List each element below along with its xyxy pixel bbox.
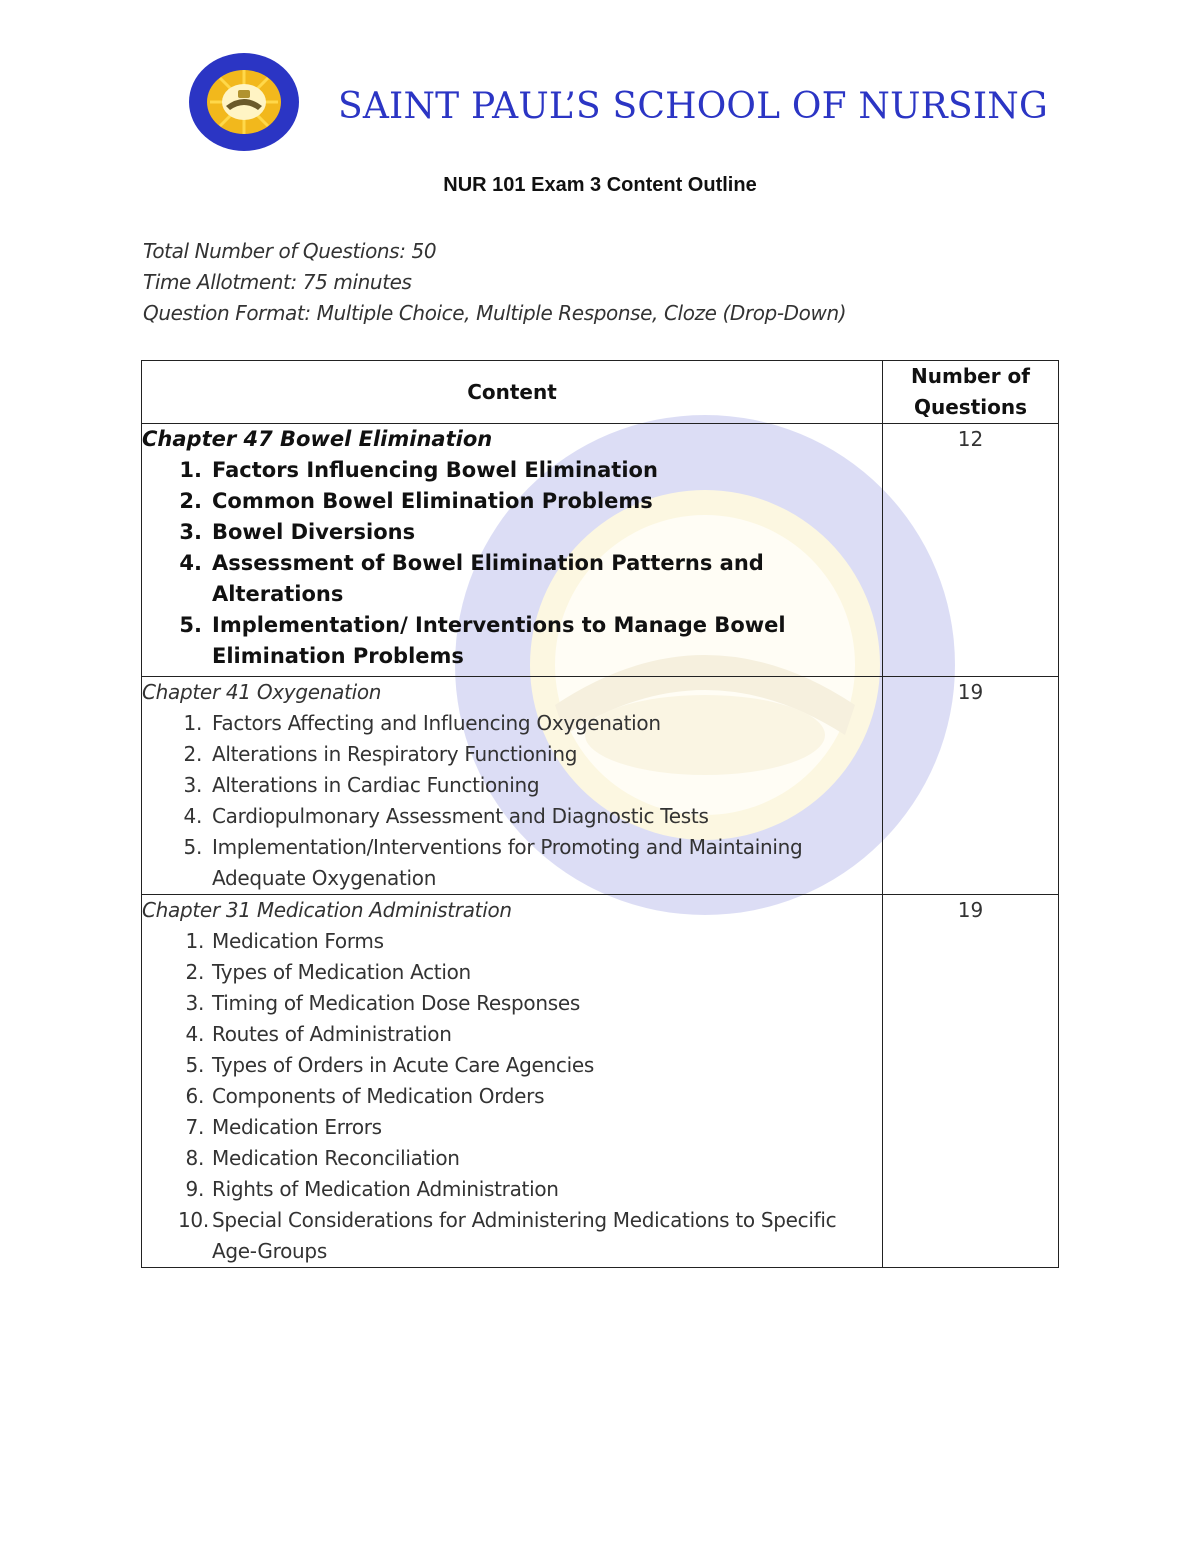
content-cell [142,895,883,1268]
table-row [142,424,1059,677]
list-item: 2. Common Bowel Elimination Problems [179,489,653,513]
time-allotment: Time Allotment: 75 minutes [143,270,412,294]
list-item: 8. Medication Reconciliation [185,1146,460,1170]
topic-list [142,455,882,672]
list-item: 5. Implementation/ Interventions to Manage Bowel Elimination Problems [179,613,786,668]
total-questions: Total Number of Questions: 50 [143,239,437,263]
content-outline-table [141,360,1059,1268]
document-title: NUR 101 Exam 3 Content Outline [443,174,757,196]
list-item: 1. Factors Influencing Bowel Elimination [179,458,658,482]
list-item: 10. Special Considerations for Administering Medications to Specific Age-Groups [178,1208,837,1263]
list-item: 2. Alterations in Respiratory Functioning [183,742,578,766]
school-logo [188,52,300,152]
chapter-title: Chapter 47 Bowel Elimination [142,427,493,451]
question-format: Question Format: Multiple Choice, Multiple Response, Cloze (Drop-Down) [143,301,847,325]
table-row [142,677,1059,895]
list-item: 3. Timing of Medication Dose Responses [185,991,580,1015]
list-item: 3. Alterations in Cardiac Functioning [183,773,540,797]
list-item: 2. Types of Medication Action [185,960,471,984]
school-name: SAINT PAUL’S SCHOOL OF NURSING [338,86,1048,127]
question-count: 12 [883,424,1059,677]
list-item: 3. Bowel Diversions [179,520,416,544]
exam-meta [143,236,846,329]
list-item: 5. Implementation/Interventions for Promoting and Maintaining Adequate Oxygenation [183,835,803,890]
header-content: Content [142,361,883,424]
list-item: 1. Factors Affecting and Influencing Oxygenation [183,711,661,735]
list-item: 6. Components of Medication Orders [185,1084,545,1108]
list-item: 5. Types of Orders in Acute Care Agencies [185,1053,594,1077]
chapter-title: Chapter 31 Medication Administration [142,898,512,922]
list-item: 4. Routes of Administration [185,1022,452,1046]
chapter-title: Chapter 41 Oxygenation [142,680,382,704]
list-item: 4. Cardiopulmonary Assessment and Diagnostic Tests [183,804,709,828]
question-count: 19 [883,677,1059,895]
topic-list [142,926,882,1267]
topic-list [142,708,882,894]
list-item: 7. Medication Errors [185,1115,382,1139]
list-item: 1. Medication Forms [185,929,384,953]
content-cell [142,424,883,677]
header-number-of-questions: Number of Questions [883,361,1059,424]
table-header-row [142,361,1059,424]
table-row [142,895,1059,1268]
content-cell [142,677,883,895]
question-count: 19 [883,895,1059,1268]
list-item: 4. Assessment of Bowel Elimination Patterns and Alterations [179,551,764,606]
list-item: 9. Rights of Medication Administration [185,1177,559,1201]
